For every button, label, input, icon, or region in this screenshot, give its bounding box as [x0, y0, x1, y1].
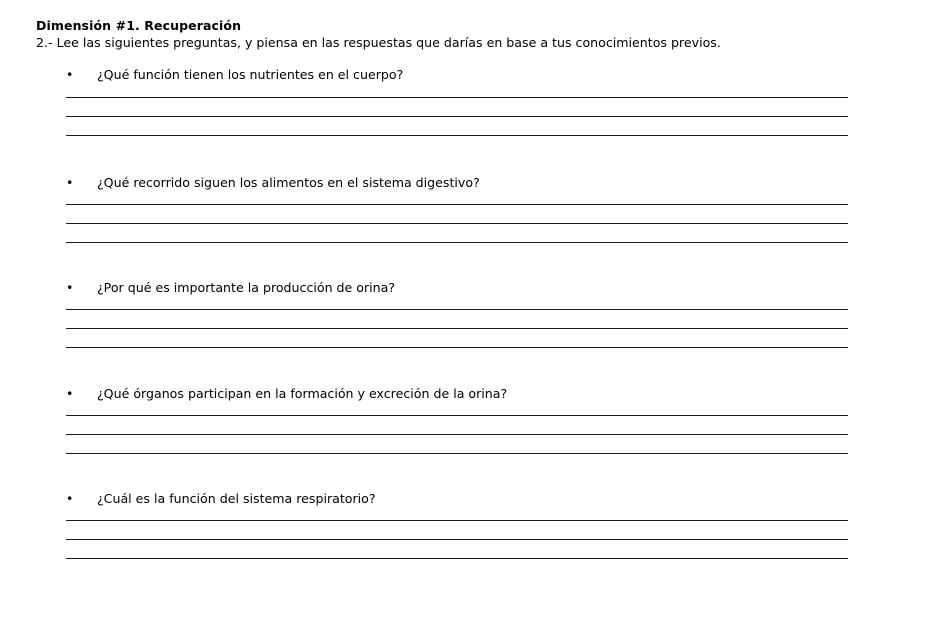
question-text: ¿Qué función tienen los nutrientes en el cuerpo?: [97, 67, 404, 82]
answer-line[interactable]: [66, 309, 848, 310]
question-text: ¿Cuál es la función del sistema respiratorio?: [97, 491, 376, 506]
answer-line[interactable]: [66, 116, 848, 117]
answer-line[interactable]: [66, 415, 848, 416]
question-text: ¿Por qué es importante la producción de orina?: [97, 280, 396, 295]
instruction-text: 2.- Lee las siguientes preguntas, y piensa en las respuestas que darías en base a tus conocimientos previos.: [36, 35, 721, 50]
answer-line[interactable]: [66, 347, 848, 348]
bullet-icon: •: [66, 67, 74, 82]
answer-line[interactable]: [66, 539, 848, 540]
bullet-icon: •: [66, 491, 74, 506]
answer-line[interactable]: [66, 204, 848, 205]
question-text: ¿Qué recorrido siguen los alimentos en el sistema digestivo?: [97, 175, 480, 190]
answer-line[interactable]: [66, 434, 848, 435]
bullet-icon: •: [66, 386, 74, 401]
answer-line[interactable]: [66, 97, 848, 98]
answer-line[interactable]: [66, 520, 848, 521]
section-heading: Dimensión #1. Recuperación: [36, 18, 242, 33]
bullet-icon: •: [66, 175, 74, 190]
answer-line[interactable]: [66, 223, 848, 224]
answer-line[interactable]: [66, 242, 848, 243]
answer-line[interactable]: [66, 135, 848, 136]
bullet-icon: •: [66, 280, 74, 295]
answer-line[interactable]: [66, 558, 848, 559]
question-text: ¿Qué órganos participan en la formación y excreción de la orina?: [97, 386, 508, 401]
answer-line[interactable]: [66, 328, 848, 329]
answer-line[interactable]: [66, 453, 848, 454]
